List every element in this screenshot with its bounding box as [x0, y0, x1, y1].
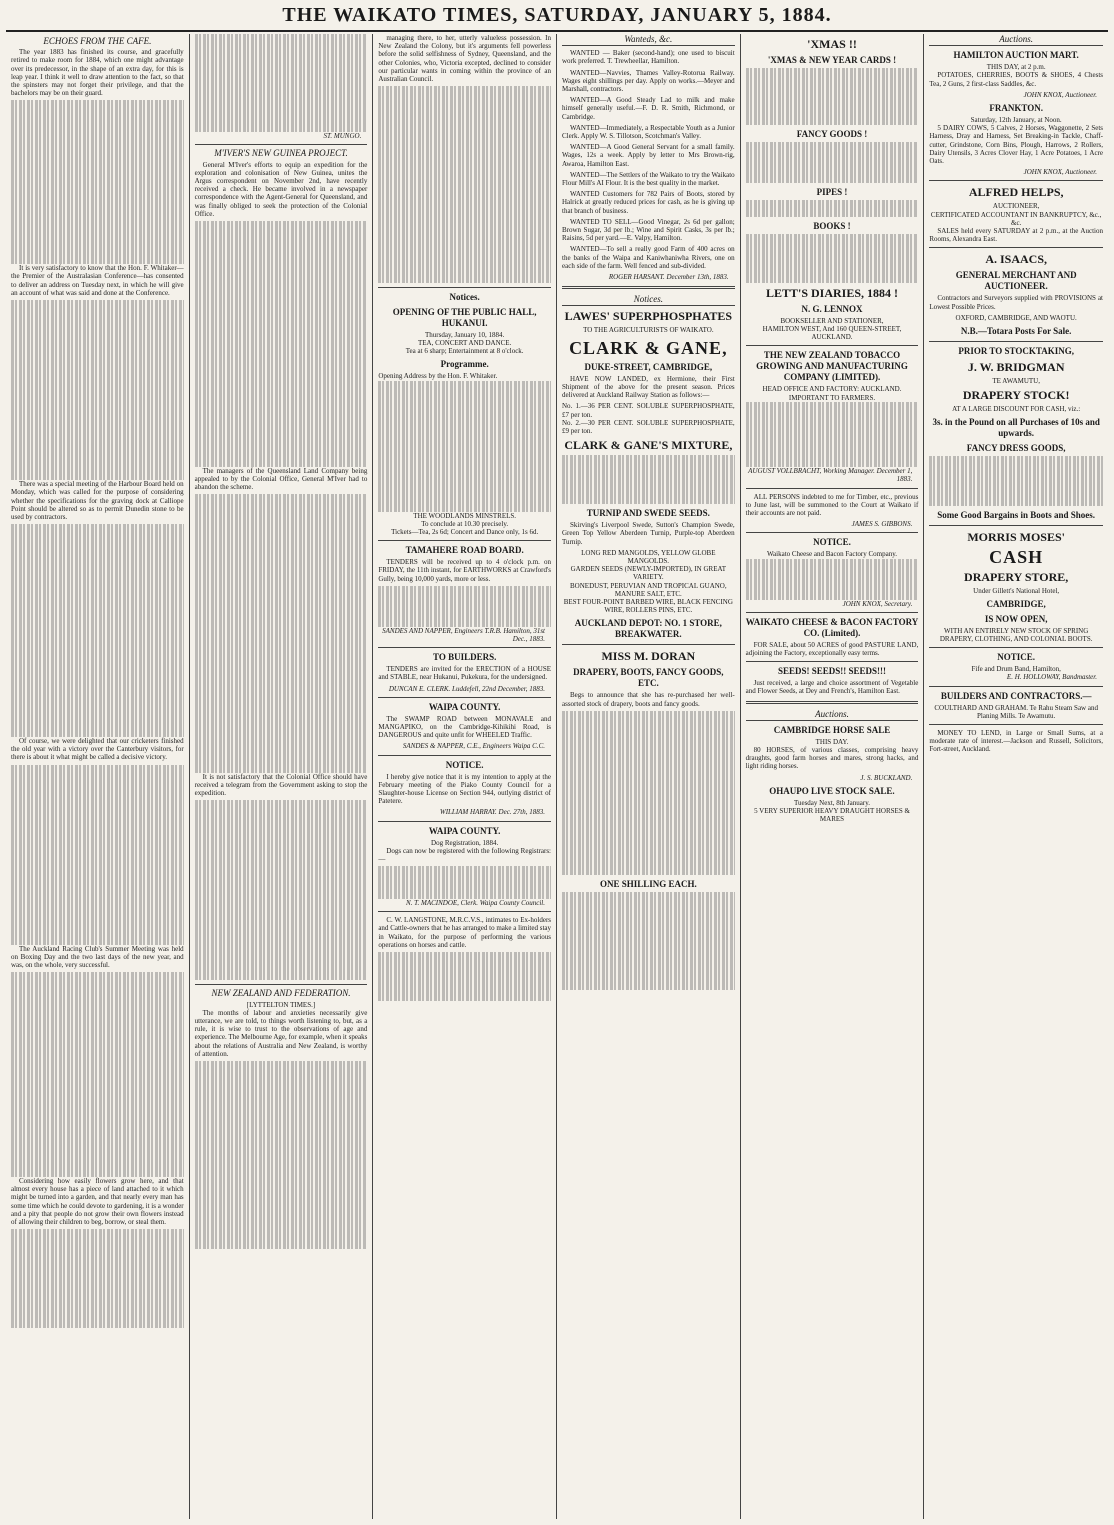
text-block	[195, 494, 368, 772]
wanted-item: WANTED — Baker (second-hand); one used to biscuit work preferred. T. Trewheellar, Hamilton.	[562, 49, 735, 66]
builders-text: TENDERS are invited for the ERECTION of a HOUSE and STABLE, near Hukanui, Pukekura, for the undersigned.	[378, 665, 551, 682]
signature: J. S. BUCKLAND.	[860, 773, 913, 782]
columns	[6, 34, 1108, 1519]
divider	[746, 701, 919, 704]
garden-seeds: GARDEN SEEDS (NEWLY-IMPORTED), IN GREAT VARIETY.	[570, 565, 727, 582]
signature: ST. MUNGO.	[323, 132, 362, 141]
fife-band: Fife and Drum Band, Hamilton,	[971, 665, 1061, 674]
text-block	[929, 456, 1103, 505]
price-row: No. 1.—36 PER CENT. SOLUBLE SUPERPHOSPHATE, £7 per ton.	[562, 402, 735, 419]
helps-sub: AUCTIONEER,	[992, 202, 1040, 211]
article-paragraph: The managers of the Queensland Land Company being appealed to by the Colonial Office, General M'Iver had to abandon the scheme.	[194, 466, 368, 492]
wanted-item: WANTED—Immediately, a Respectable Youth as a Junior Clerk. Apply W. S. Tillotson, Scotchman's Valley.	[562, 123, 735, 141]
frankton-text: 5 DAIRY COWS, 5 Calves, 2 Horses, Waggonette, 2 Sets Harness, Dray and Harness, Set Breaking-in Tackle, Chaff-cutter, Grindstone, Corn Bins, Plough, Harrows, 2 Rollers, Dairy Utensils, 3 Acres Clover Hay, 1 Acre Potatoes, 1 Acre Oats.	[929, 124, 1103, 166]
firm-text: HAVE NOW LANDED, ex Hermione, their First Shipment of the above for the present season. Prices delivered at Auckland Railway Station as follows:—	[562, 374, 735, 400]
books: BOOKS !	[813, 220, 851, 231]
text-block	[195, 221, 368, 467]
programme-note: Opening Address by the Hon. F. Whitaker.	[378, 372, 498, 381]
fife-notice: NOTICE.	[997, 652, 1036, 663]
helps-sales: SALES held every SATURDAY at 2 p.m., at the Auction Rooms, Alexandra East.	[929, 227, 1103, 244]
hamilton-day: THIS DAY, at 2 p.m.	[986, 63, 1046, 72]
text-block	[11, 300, 184, 480]
opening-date: Thursday, January 10, 1884.	[425, 330, 505, 339]
tamahere-heading: TAMAHERE ROAD BOARD.	[405, 545, 524, 556]
ohaupo-heading: OHAUPO LIVE STOCK SALE.	[769, 785, 895, 796]
echoes-paragraph: The Auckland Racing Club's Summer Meeting was held on Boxing Day and the two last days of the new year, and was, on the whole, very successful.	[11, 944, 184, 970]
minstrels: THE WOODLANDS MINSTRELS.	[413, 511, 517, 520]
signature: JOHN KNOX, Auctioneer.	[1023, 90, 1097, 99]
builders-contractors: BUILDERS AND CONTRACTORS.—	[940, 690, 1092, 701]
gibbons-text: ALL PERSONS indebted to me for Timber, etc., previous to June last, will be summoned to the Court at Waikato if their accounts are not paid.	[745, 492, 919, 518]
auctions-heading: Auctions.	[929, 34, 1103, 46]
mciver-heading: M'IVER'S NEW GUINEA PROJECT.	[214, 148, 348, 159]
divider	[929, 525, 1103, 526]
text-block	[378, 952, 551, 1001]
divider	[746, 661, 919, 662]
tobacco-heading: THE NEW ZEALAND TOBACCO GROWING AND MANUFACTURING COMPANY (LIMITED).	[756, 350, 908, 383]
dog-sub: Dog Registration, 1884.	[431, 838, 499, 847]
seeds-text: Just received, a large and choice assortment of Vegetable and Flower Seeds, at Dey and French's, Hamilton East.	[745, 679, 919, 696]
doran-sub: DRAPERY, BOOTS, FANCY GOODS, ETC.	[573, 667, 724, 689]
masthead	[6, 0, 1108, 32]
divider	[378, 911, 551, 912]
drapery-store: DRAPERY STORE,	[964, 569, 1069, 584]
text-block	[746, 200, 919, 216]
minstrels-note: To conclude at 10.30 precisely.	[421, 519, 509, 528]
divider	[746, 612, 919, 613]
shilling-each: ONE SHILLING EACH.	[599, 878, 697, 889]
bridgman-prior: PRIOR TO STOCKTAKING,	[958, 346, 1074, 357]
source-note: [LYTTELTON TIMES.]	[246, 1000, 316, 1009]
divider	[195, 144, 368, 145]
text-block	[11, 972, 184, 1177]
morris-moses: MORRIS MOSES'	[967, 529, 1065, 544]
signature: AUGUST VOLLBRACHT, Working Manager. December 1, 1883.	[748, 467, 913, 484]
cambridge-day: THIS DAY.	[815, 737, 849, 746]
text-block	[378, 866, 551, 899]
signature: DUNCAN E. CLERK. Luddefell, 22nd December, 1883.	[388, 684, 545, 693]
notices-heading: Notices.	[562, 294, 735, 306]
wire: BEST FOUR-POINT BARBED WIRE, BLACK FENCING WIRE, ROLLERS PINS, ETC.	[563, 598, 733, 615]
text-block	[11, 100, 184, 264]
depot: AUCKLAND DEPOT: NO. 1 STORE, BREAKWATER.	[574, 618, 722, 640]
drapery-text: AT A LARGE DISCOUNT FOR CASH, viz.:	[952, 405, 1081, 414]
cheese2-text: FOR SALE, about 50 ACRES of good PASTURE LAND, adjoining the Factory, exceptionally easy terms.	[745, 640, 919, 658]
signature: SANDES & NAPPER, C.E., Engineers Waipa C.C.	[402, 742, 545, 751]
text-block	[11, 765, 184, 945]
signature: N. T. MACINDOE, Clerk. Waipa County Council.	[405, 898, 545, 907]
helps-name: ALFRED HELPS,	[968, 185, 1064, 200]
notice-heading: NOTICE.	[445, 759, 484, 770]
divider	[562, 286, 735, 289]
echoes-paragraph: Considering how easily flowers grow here, and that almost every house has a piece of land attached to it which might be turned into a garden, and that nearly every man has some time which he could devote to gardening, it is a wonder and a pity that people do not grow their own flowers instead of allowing their children to beg, borrow, or steal them.	[11, 1177, 184, 1227]
bargains: Some Good Bargains in Boots and Shoes.	[937, 509, 1096, 520]
nz-federation-heading: NEW ZEALAND AND FEDERATION.	[211, 988, 351, 999]
wanted-item: WANTED TO SELL—Good Vinegar, 2s 6d per gallon; Brown Sugar, 3d per lb.; Wine and Spirit Casks, 3s per lb.; Raisins, 5d per yard.—E. Valpy, Hamilton.	[562, 217, 735, 243]
signature: JAMES S. GIBBONS.	[851, 520, 913, 529]
turnip-text: Skirving's Liverpool Swede, Sutton's Champion Swede, Green Top Yellow Aberdeen Turnip, Purple-top Aberdeen Turnip.	[562, 521, 735, 546]
hamilton-mart: HAMILTON AUCTION MART.	[953, 50, 1079, 61]
text-block	[378, 586, 551, 627]
isaacs-sub: GENERAL MERCHANT AND AUCTIONEER.	[955, 270, 1077, 292]
signature: WILLIAM HARRAY. Dec. 27th, 1883.	[439, 808, 545, 817]
waipa-text: The SWAMP ROAD between MONAVALE and MANGAPIKO, on the Cambridge-Kihikihi Road, is DANGEROUS and quite unfit for WHEELED Traffic.	[378, 714, 551, 740]
totara-posts: N.B.—Totara Posts For Sale.	[960, 326, 1072, 337]
tobacco-text: HEAD OFFICE AND FACTORY: AUCKLAND. IMPORTANT TO FARMERS.	[762, 385, 902, 402]
isaacs-text: Contractors and Surveyors supplied with PROVISIONS at Lowest Possible Prices.	[929, 294, 1103, 311]
frankton-day: Saturday, 12th January, at Noon.	[970, 116, 1062, 125]
lennox-address: HAMILTON WEST, And 160 QUEEN-STREET, AUCKLAND.	[762, 324, 902, 342]
wanted-item: WANTED—To sell a really good Farm of 400 acres on the banks of the Waipa and Kaniwhaniwha Rivers, one on each side of the farm. Well fenced and sub-divided.	[562, 245, 735, 270]
article-paragraph: General M'Iver's efforts to equip an expedition for the exploration and colonisation of New Guinea, unites the Argus correspondent on November 2nd, have recently received a check. He became involved in a newspaper correspondence with the Agent-General for Queensland, and was finally obliged to seek the protection of the Colonial Office.	[194, 160, 368, 218]
wanted-item: WANTED—A Good General Servant for a small family. Wages, 12s a week. Apply by letter to Mrs Brown-rig, Awaroa, Hamilton East.	[562, 143, 735, 168]
wanted-item: WANTED—A Good Steady Lad to milk and make himself generally useful.—F. D. R. Smith, Richmond, or Cambridge.	[562, 96, 735, 121]
signature: SANDES AND NAPPER, Engineers T.R.B. Hamilton, 31st Dec., 1883.	[382, 626, 545, 643]
waipa-heading: WAIPA COUNTY.	[428, 701, 501, 712]
text-block	[378, 86, 551, 283]
wanted-item: WANTED Customers for 782 Pairs of Boots, stored by Halrick at greatly reduced prices for cash, as he is giving up that branch of business.	[562, 190, 735, 215]
divider	[378, 287, 551, 288]
signature: ROGER HARSANT. December 13th, 1883.	[608, 273, 729, 282]
tickets: Tickets—Tea, 2s 6d; Concert and Dance only, 1s 6d.	[391, 527, 539, 536]
divider	[378, 647, 551, 648]
cash: CASH	[989, 546, 1044, 567]
divider	[929, 341, 1103, 342]
divider	[929, 724, 1103, 725]
bridgman-town: TE AWAMUTU,	[992, 377, 1040, 386]
new-stock: WITH AN ENTIRELY NEW STOCK OF SPRING DRAPERY, CLOTHING, AND COLONIAL BOOTS.	[939, 626, 1093, 643]
drapery-offer: 3s. in the Pound on all Purchases of 10s and upwards.	[932, 417, 1100, 439]
isaacs-name: A. ISAACS,	[985, 252, 1047, 267]
text-block	[562, 892, 735, 990]
cheese-notice-heading: NOTICE.	[813, 537, 851, 548]
gillett: Under Gillett's National Hotel,	[973, 586, 1060, 595]
signature: JOHN KNOX, Secretary.	[842, 599, 913, 608]
signature: E. H. HOLLOWAY, Bandmaster.	[1006, 673, 1097, 682]
text-block	[378, 381, 551, 512]
lennox-name: N. G. LENNOX	[801, 303, 863, 314]
text-block	[11, 524, 184, 737]
text-block	[746, 402, 919, 468]
column-5	[741, 34, 925, 1519]
helps-text: CERTIFICATED ACCOUNTANT IN BANKRUPTCY, &c., &c.	[930, 210, 1102, 227]
divider	[929, 647, 1103, 648]
firm-address: DUKE-STREET, CAMBRIDGE,	[584, 361, 713, 372]
lawes-sub: TO THE AGRICULTURISTS OF WAIKATO.	[583, 326, 714, 335]
auctions-heading: Auctions.	[746, 709, 919, 721]
column-2	[190, 34, 374, 1519]
column-1	[6, 34, 190, 1519]
divider	[929, 247, 1103, 248]
article-paragraph: It is not satisfactory that the Colonial Office should have received a telegram from the Government asking to stop the expedition.	[194, 772, 368, 798]
dog-text: Dogs can now be registered with the following Registrars:—	[378, 846, 551, 863]
wanted-item: WANTED—The Settlers of the Waikato to try the Waikato Flour Mill's AI Flour. It is the best quality in the market.	[562, 170, 735, 188]
opening-sub: TEA, CONCERT AND DANCE.	[417, 338, 512, 347]
divider	[378, 755, 551, 756]
wanted-item: WANTED—Navvies, Thames Valley-Rotorua Railway. Wages eight shillings per day. Apply on works.—Meyer and Marshall, contractors.	[562, 68, 735, 94]
firm-name: CLARK & GANE,	[569, 337, 728, 358]
ohaupo-day: Tuesday Next, 8th January.	[793, 798, 871, 807]
text-block	[562, 455, 735, 504]
frankton: FRANKTON.	[989, 103, 1043, 114]
coulthard-graham: COULTHARD AND GRAHAM. Te Rahu Steam Saw and Planing Mills. Te Awamutu.	[934, 703, 1098, 720]
masthead-title: THE WAIKATO TIMES, SATURDAY, JANUARY 5, 1884.	[282, 3, 832, 26]
wanted-heading: Wanteds, &c.	[562, 34, 735, 46]
cheese2-heading: WAIKATO CHEESE & BACON FACTORY CO. (Limited).	[745, 616, 919, 638]
pipes: PIPES !	[816, 187, 848, 198]
cambridge-text: 80 HORSES, of various classes, comprising heavy draughts, good farm horses and mares, strong hacks, and light riding horses.	[745, 746, 919, 771]
lennox-sub: BOOKSELLER AND STATIONER,	[780, 316, 884, 325]
divider	[746, 345, 919, 346]
tamahere-text: TENDERS will be received up to 4 o'clock p.m. on FRIDAY, the 11th instant, for EARTHWORKS at Crawford's Gully, being 10,000 yards, more or less.	[378, 558, 551, 583]
column-6	[924, 34, 1108, 1519]
divider	[378, 697, 551, 698]
programme-heading: Programme.	[440, 359, 489, 370]
cambridge: CAMBRIDGE,	[986, 598, 1046, 609]
xmas-sub: 'XMAS & NEW YEAR CARDS !	[767, 55, 897, 65]
text-block	[562, 711, 735, 875]
cambridge-heading: CAMBRIDGE HORSE SALE	[773, 724, 891, 735]
divider	[929, 686, 1103, 687]
echoes-paragraph: There was a special meeting of the Harbour Board held on Monday, which was called for the purpose of considering whether the specifications for the graving dock at Calliope Point should be altered so as to permit Dunedin stone to be used by contractors.	[11, 480, 184, 521]
drapery-stock: DRAPERY STOCK!	[962, 388, 1070, 403]
notice-text: I hereby give notice that it is my intention to apply at the February meeting of the Piako County Council for a Slaughter-house License on Section 944, outlying district of Patetere.	[378, 772, 551, 806]
divider	[195, 984, 368, 985]
builders-heading: TO BUILDERS.	[432, 652, 497, 663]
column-3	[373, 34, 557, 1519]
xmas-title: 'XMAS !!	[807, 37, 857, 51]
divider	[746, 532, 919, 533]
notices-heading: Notices.	[449, 291, 480, 302]
ohaupo-text: 5 VERY SUPERIOR HEAVY DRAUGHT HORSES & MARES	[754, 807, 910, 824]
text-block	[195, 34, 368, 132]
doran-heading: MISS M. DORAN	[601, 649, 696, 664]
text-block	[746, 559, 919, 600]
divider	[378, 540, 551, 541]
text-block	[746, 68, 919, 125]
divider	[929, 180, 1103, 181]
tea-text: Tea at 6 sharp; Entertainment at 8 o'clock.	[405, 347, 524, 356]
divider	[562, 644, 735, 645]
now-open: IS NOW OPEN,	[984, 613, 1048, 624]
hamilton-text: POTATOES, CHERRIES, BOOTS & SHOES, 4 Chests Tea, 2 Guns, 2 first-class Saddles, &c.	[929, 71, 1103, 88]
price-row: No. 2.—30 PER CENT. SOLUBLE SUPERPHOSPHATE, £9 per ton.	[562, 418, 735, 435]
seeds-heading: SEEDS! SEEDS!! SEEDS!!!	[777, 666, 886, 677]
divider	[746, 488, 919, 489]
isaacs-towns: OXFORD, CAMBRIDGE, AND WAOTU.	[955, 313, 1077, 322]
diaries: LETT'S DIARIES, 1884 !	[765, 285, 899, 300]
bonedust: BONEDUST, PERUVIAN AND TROPICAL GUANO, MANURE SALT, ETC.	[570, 581, 727, 598]
fancy-goods: FANCY GOODS !	[796, 129, 868, 140]
text-block	[195, 800, 368, 980]
column-4	[557, 34, 741, 1519]
signature: JOHN KNOX, Auctioneer.	[1023, 168, 1097, 177]
text-block	[11, 1229, 184, 1327]
mixture-title: CLARK & GANE'S MIXTURE,	[564, 438, 733, 453]
doran-text: Begs to announce that she has re-purchased her well-assorted stock of drapery, boots and fancy goods.	[562, 691, 735, 708]
money-to-lend: MONEY TO LEND, in Large or Small Sums, at a moderate rate of interest.—Jackson and Russell, Solicitors, Fort-street, Auckland.	[929, 729, 1103, 754]
lawes-title: LAWES' SUPERPHOSPHATES	[564, 309, 733, 324]
opening-title: OPENING OF THE PUBLIC HALL, HUKANUI.	[392, 306, 537, 328]
dog-heading: WAIPA COUNTY.	[428, 825, 501, 836]
turnip-title: TURNIP AND SWEDE SEEDS.	[586, 508, 710, 519]
bridgman-name: J. W. BRIDGMAN	[967, 360, 1065, 375]
langstone-text: C. W. LANGSTONE, M.R.C.V.S., intimates to Ex-holders and Cattle-owners that he has arranged to make a limited stay in Waikato, for the purpose of performing the various operations on horses and cattle.	[378, 916, 551, 949]
text-block	[746, 234, 919, 283]
text-block	[195, 1061, 368, 1249]
echoes-paragraph: The year 1883 has finished its course, and gracefully retired to make room for 1884, which one might advantage over its predecessor, in the shape of an extra day, for this is leap year. I think it well to draw attention to the fact, so that the spinsters may not forget their privilege, and that the bachelors may be on their guard.	[11, 48, 184, 98]
mangolds: LONG RED MANGOLDS, YELLOW GLOBE MANGOLDS.	[581, 548, 716, 566]
cheese-sub: Waikato Cheese and Bacon Factory Company.	[766, 550, 897, 559]
article-paragraph: managing there, to her, utterly valueless possession. In New Zealand the Colony, but it's arguments fell powerless before the solid selfishness of Sydney, Queensland, and the other Colonies, who, Victoria excepted, declined to consider our particular wants in coming within the province of an Australian Council.	[378, 34, 551, 84]
echoes-paragraph: Of course, we were delighted that our cricketers finished the old year with a victory over the Canterbury visitors, for there is about it what might be called a decisive victory.	[11, 737, 184, 762]
echoes-paragraph: It is very satisfactory to know that the Hon. F. Whitaker—the Premier of the Australasian Conference—has consented to deliver an address on Tuesday next, in which he will give an account of what was said and done at the Conference.	[11, 264, 184, 297]
divider	[378, 821, 551, 822]
fancy-dress: FANCY DRESS GOODS,	[966, 443, 1066, 454]
text-block	[746, 142, 919, 183]
echoes-heading: ECHOES FROM THE CAFE.	[43, 36, 152, 46]
article-paragraph: The months of labour and anxieties necessarily give utterance, we are told, to things worth listening to, but, as a rule, it is wise to trust to the observations of age and experience. The Melbourne Age, for example, when it speaks about the relations of Australia and New Zealand, is worthy of attention.	[194, 1008, 368, 1058]
